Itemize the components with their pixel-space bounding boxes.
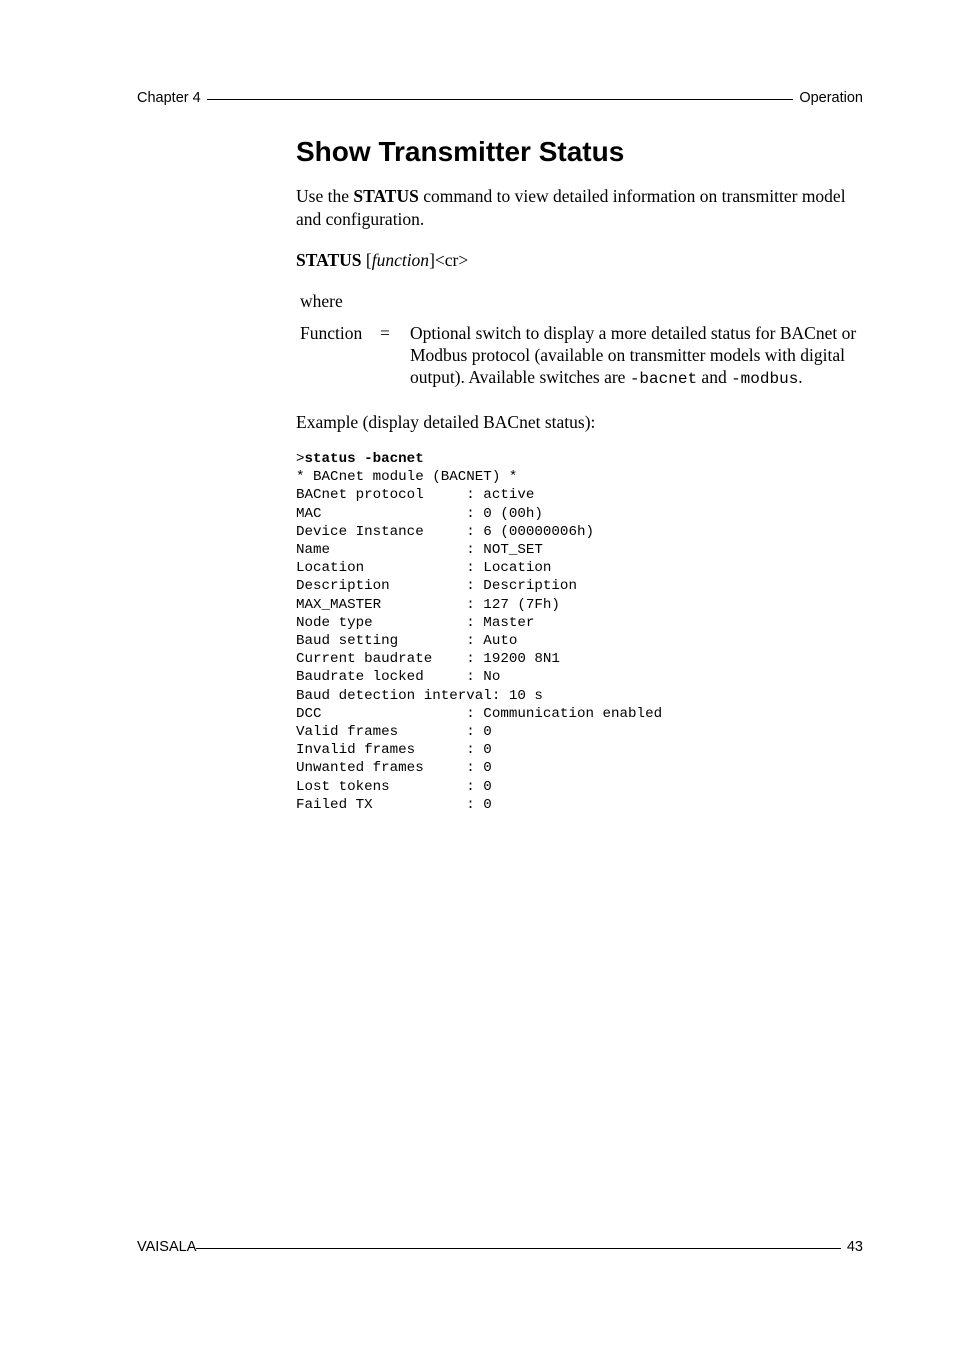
command-syntax: STATUS [function]<cr> [296,250,469,270]
status-command-bold: STATUS [353,186,419,206]
parameter-description: Optional switch to display a more detailed status for BACnet or Modbus protocol (available on transmitter models with digital output). Available switches are -bacnet and -modbus. [410,323,857,388]
code-line: Baudrate locked : No [296,669,501,686]
where-label: where [300,291,343,311]
parameter-equals: = [380,323,390,343]
page-footer [137,1239,863,1255]
example-label: Example (display detailed BACnet status): [296,412,596,432]
code-line: Node type : Master [296,614,535,631]
parameter-name: Function [300,323,363,343]
code-line: Invalid frames : 0 [296,742,492,759]
header-rule [207,99,794,100]
code-line: Lost tokens : 0 [296,778,492,795]
code-block [296,450,863,814]
code-command: status -bacnet [304,451,424,467]
code-line: BACnet protocol : active [296,487,535,504]
code-line: Current baudrate : 19200 8N1 [296,651,560,668]
page-number: 43 [846,1239,863,1255]
code-line: * BACnet module (BACNET) * [296,469,518,486]
code-line: Baud detection interval: 10 s [296,687,543,704]
parameter-row [300,322,863,390]
code-line: Failed TX : 0 [296,796,492,813]
code-line: DCC : Communication enabled [296,705,663,722]
company-name: VAISALA [137,1239,197,1255]
page-header [137,90,863,106]
code-line: Baud setting : Auto [296,633,518,650]
code-line: Location : Location [296,560,552,577]
code-line: Device Instance : 6 (00000006h) [296,523,594,540]
code-line: Name : NOT_SET [296,542,543,559]
footer-rule [196,1248,840,1249]
code-output [296,468,863,814]
code-command-line: >status -bacnet [296,451,424,467]
intro-paragraph: Use the STATUS command to view detailed information on transmitter model and configuration. [296,186,846,229]
code-line: MAC : 0 (00h) [296,505,543,522]
code-line: MAX_MASTER : 127 (7Fh) [296,596,560,613]
code-line: Valid frames : 0 [296,724,492,741]
switch-bacnet: -bacnet [629,370,698,388]
switch-modbus: -modbus [731,370,799,388]
page-content [296,133,863,814]
chapter-label: Chapter 4 [137,90,201,106]
code-line: Unwanted frames : 0 [296,760,492,777]
code-line: Description : Description [296,578,577,595]
syntax-param: function [371,250,430,270]
section-label: Operation [799,90,863,106]
page-title: Show Transmitter Status [296,136,625,167]
